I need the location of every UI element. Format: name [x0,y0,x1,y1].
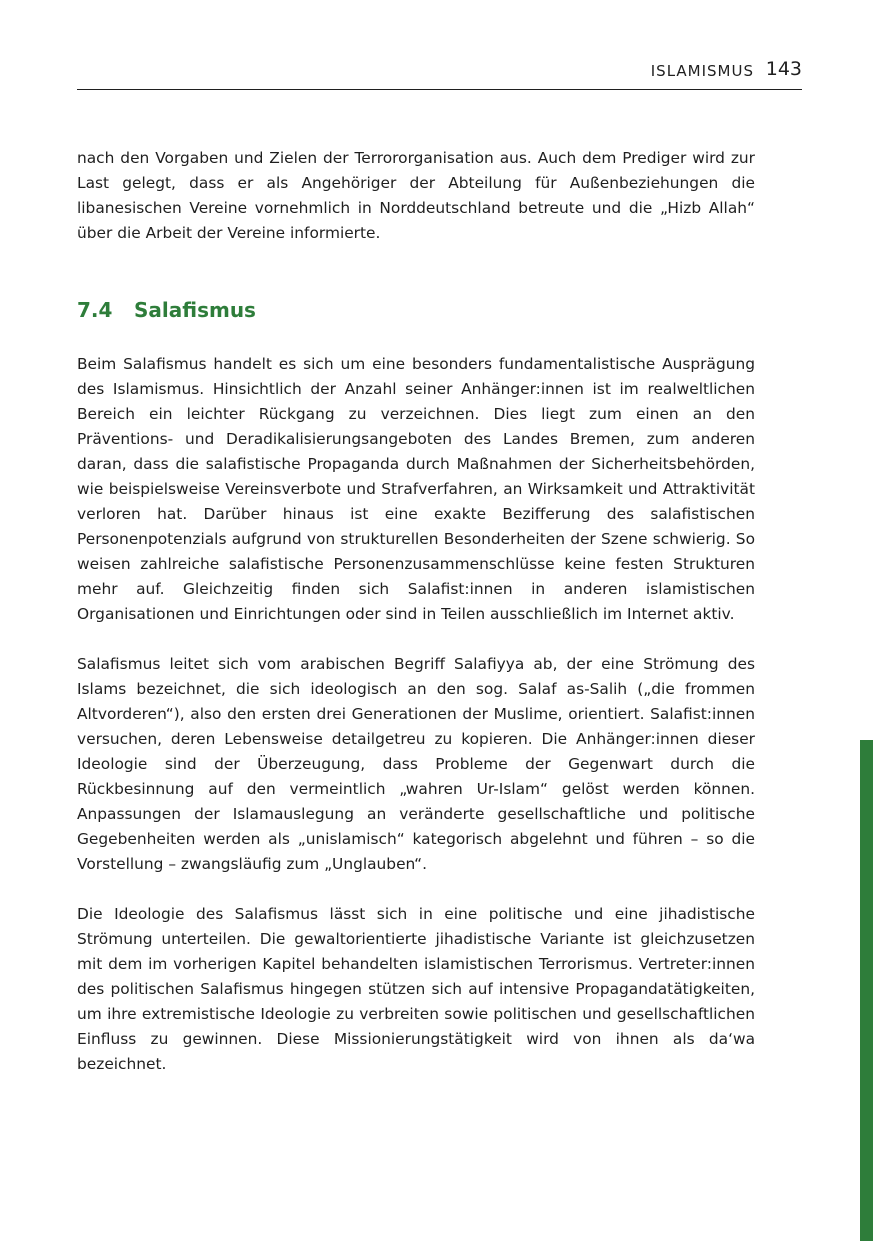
header-section-title: ISLAMISMUS [650,62,754,80]
body-paragraph-2: Salafismus leitet sich vom arabischen Begriff Salafiyya ab, der eine Strömung des Islams bezeichnet, die sich ideologisch an den sog. Salaf as-Salih („die frommen Altvorderen“), also den ersten drei Generationen der Muslime, orientiert. Salafist:innen versuchen, deren Lebensweise detailgetreu zu kopieren. Die Anhänger:innen dieser Ideologie sind der Überzeugung, dass Probleme der Gegenwart durch die Rückbesinnung auf den vermeintlich „wahren Ur-Islam“ gelöst werden können. Anpassungen der Islamauslegung an veränderte gesellschaftliche und politische Gegebenheiten werden als „unislamisch“ kategorisch abgelehnt und führen – so die Vorstellung – zwangsläufig zum „Unglauben“. [77,655,755,873]
page-body [77,146,755,1077]
section-title: Salafismus [134,298,256,322]
page-number: 143 [765,58,802,80]
body-paragraph-3: Die Ideologie des Salafismus lässt sich in eine politische und eine jihadistische Strömung unterteilen. Die gewaltorientierte jihadistische Variante ist gleichzusetzen mit dem im vorherigen Kapitel behandelten islamistischen Terrorismus. Vertreter:innen des politischen Salafismus hingegen stützen sich auf intensive Propagandatätigkeiten, um ihre extremistische Ideologie zu verbreiten sowie politischen und gesellschaftlichen Einfluss zu gewinnen. Diese Missionierungstätigkeit wird von ihnen als da‘wa bezeichnet. [77,905,755,1073]
body-paragraph-1: Beim Salafismus handelt es sich um eine besonders fundamentalistische Ausprägung des Islamismus. Hinsichtlich der Anzahl seiner Anhänger:innen ist im realweltlichen Bereich ein leichter Rückgang zu verzeichnen. Dies liegt zum einen an den Präventions- und Deradikalisierungsangeboten des Landes Bremen, zum anderen daran, dass die salafistische Propaganda durch Maßnahmen der Sicherheitsbehörden, wie beispielsweise Vereinsverbote und Strafverfahren, an Wirksamkeit und Attraktivität verloren hat. Darüber hinaus ist eine exakte Bezifferung des salafistischen Personenpotenzials aufgrund von strukturellen Besonderheiten der Szene schwierig. So weisen zahlreiche salafistische Personenzusammenschlüsse keine festen Strukturen mehr auf. Gleichzeitig finden sich Salafist:innen in anderen islamistischen Organisationen und Einrichtungen oder sind in Teilen ausschließlich im Internet aktiv. [77,355,755,623]
intro-paragraph: nach den Vorgaben und Zielen der Terrororganisation aus. Auch dem Prediger wird zur Last gelegt, dass er als Angehöriger der Abteilung für Außenbeziehungen die libanesischen Vereine vornehmlich in Norddeutschland betreute und die „Hizb Allah“ über die Arbeit der Vereine informierte. [77,149,755,242]
section-number: 7.4 [77,298,113,322]
running-header [77,55,802,90]
chapter-side-tab [860,740,873,1241]
section-heading [77,296,755,324]
